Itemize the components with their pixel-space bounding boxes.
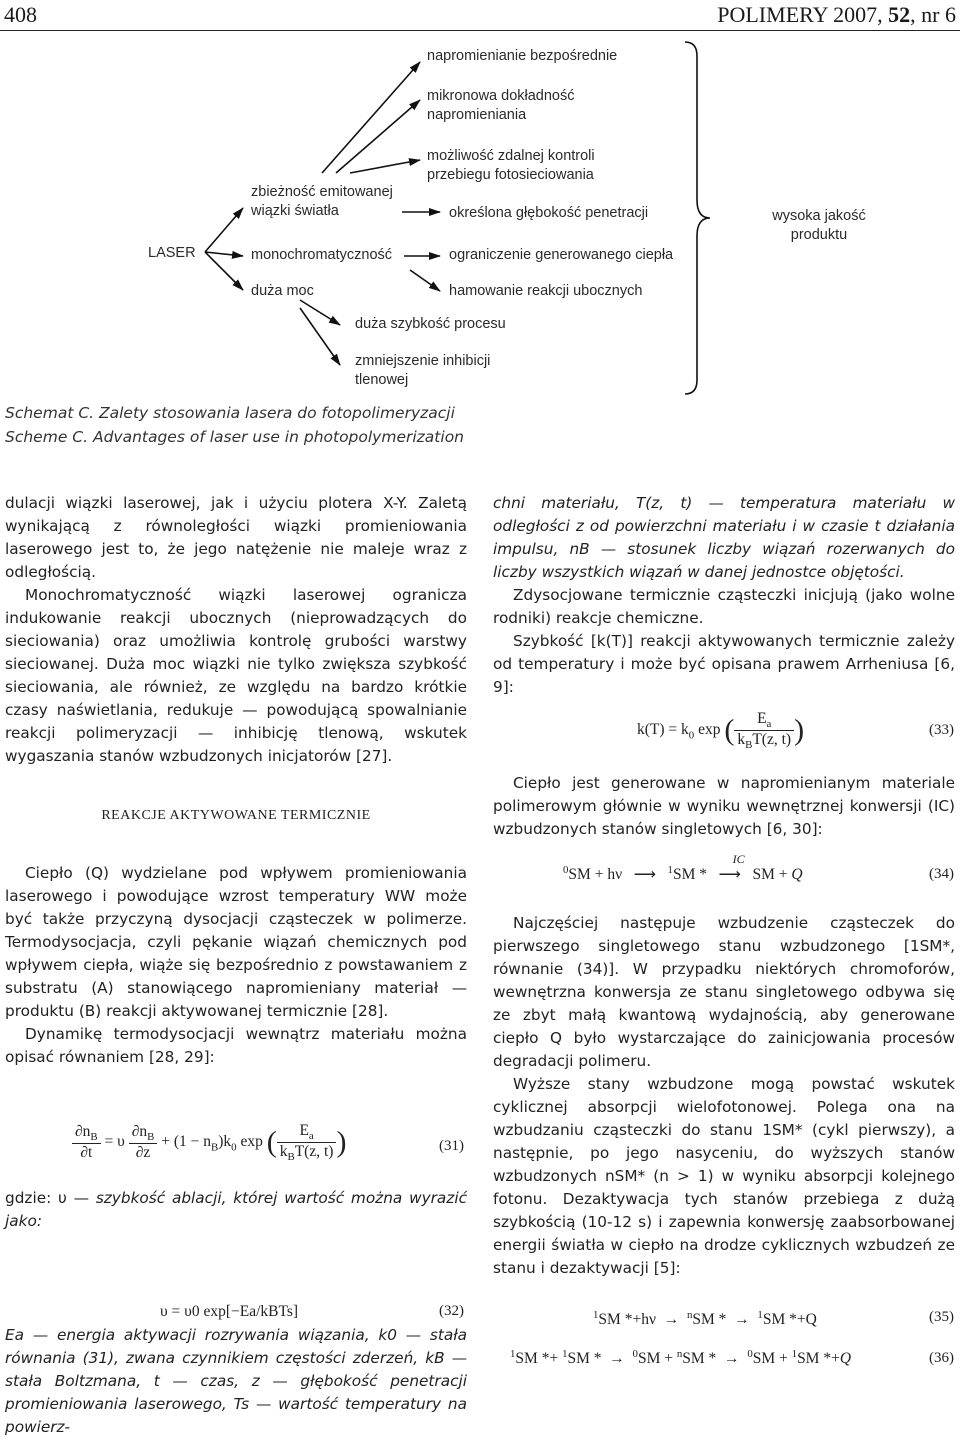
paragraph: Ciepło (Q) wydzielane pod wpływem promieniowania laserowego i powodujące wzrost temperatury WW może być także przyczyną dysocjacji cząsteczek w polimerze. Termodysocjacja, czyli pękanie wiązań chemicznych pod wpływem ciepła, wiąże się bezpośrednio z powstawaniem z substratu (A) stanowiącego napromieniany materiał — produktu (B) reakcji aktywowanej termicznie [28].: [5, 864, 467, 1020]
right-item: mikronowa dokładność: [427, 88, 575, 104]
paragraph: Ea — energia aktywacji rozrywania wiązania, k0 — stała równania (31), zwana czynnikiem częstości zderzeń, kB — stała Boltzmana, t — czas, z — głębokość penetracji promieniowania laserowego, Ts — wartość temperatury na powierz-: [5, 1326, 467, 1436]
arrow: [410, 270, 440, 291]
right-column-3: [493, 912, 955, 1280]
paragraph: Dynamikę termodysocjacji wewnątrz materiału można opisać równaniem [28, 29]:: [5, 1025, 467, 1066]
equation-33: $k(T) = k_0$ exp ( $\frac{E_a}{k_BT(z, t)}$ ): [637, 710, 805, 752]
paragraph: Monochromatyczność wiązki laserowej ogranicza indukowanie reakcji ubocznych (nieprowadzących do sieciowania) oraz umożliwia kontrolę grubości warstwy sieciowanej. Duża moc wiązki nie tylko zwiększa szybkość sieciowania, ale również, ze względu na bardzo krótkie czasy naświetlania, redukuje — powodującą spowalnianie reakcji polimeryzacji — inhibicję tlenową, wskutek wygaszania stanów wzbudzonych inicjatorów [27].: [5, 586, 467, 765]
arrow: [322, 62, 420, 173]
arrow: [205, 252, 243, 290]
paragraph: Zdysocjowane termicznie cząsteczki inicjują (jako wolne rodniki) reakcje chemiczne.: [493, 586, 955, 627]
arrow: [300, 300, 340, 325]
equation-32: υ = υ0 exp[−Ea/kBTs]: [160, 1303, 299, 1320]
caption-pl: Schemat C. Zalety stosowania lasera do fotopolimeryzacji: [5, 404, 455, 422]
journal-name: POLIMERY 2007,: [717, 2, 889, 27]
caption-en: Scheme C. Advantages of laser use in photopolymerization: [5, 428, 464, 446]
laser-label: LASER: [148, 245, 196, 261]
right-item: napromienianie bezpośrednie: [427, 48, 618, 64]
middle-item: tlenowej: [355, 372, 409, 388]
equation-number: (31): [439, 1138, 464, 1154]
equation-number: (32): [439, 1303, 464, 1319]
left-item: zbieżność emitowanej: [251, 184, 393, 200]
left-item: wiązki światła: [251, 203, 339, 219]
left-column: [5, 492, 467, 827]
result-line: produktu: [790, 227, 848, 243]
right-item: określona głębokość penetracji: [449, 205, 649, 221]
volume: 52: [888, 2, 911, 27]
equation-number: (35): [929, 1309, 954, 1325]
left-column-2: [5, 862, 467, 1069]
left-item: monochromatyczność: [251, 247, 393, 263]
left-item: duża moc: [251, 283, 314, 299]
middle-item: zmniejszenie inhibicji: [355, 353, 491, 369]
right-column-2: [493, 772, 955, 841]
equation-number: (36): [929, 1350, 954, 1366]
right-item: możliwość zdalnej kontroli: [427, 148, 595, 164]
equation-34: $^0$SM + hν ⟶ $^1$SM * IC ⟶ SM + Q: [563, 852, 803, 884]
right-item: ograniczenie generowanego ciepła: [449, 247, 674, 263]
equation-35: $^1$SM *+hν → $^n$SM * → $^1$SM *+Q: [593, 1309, 817, 1329]
page-number: 408: [4, 2, 37, 27]
right-item: hamowanie reakcji ubocznych: [449, 283, 643, 299]
gdzie-text: szybkość ablacji, której wartość można wyrazić jako:: [5, 1189, 467, 1230]
equation-36: $^1$SM *+ $^1$SM * → $^0$SM + $^n$SM * → $^0$SM + $^1$SM *+Q: [510, 1348, 852, 1368]
right-brace: [685, 42, 710, 394]
issue: , nr 6: [910, 2, 956, 27]
arrow: [350, 160, 420, 173]
paragraph: Wyższe stany wzbudzone mogą powstać wskutek cyklicznej absorpcji wielofotonowej. Polega ona na wzbudzaniu cząsteczki do stanu 1SM* (cykl pierwszy), a następnie, po jego nasyceniu, do wyższych stanów wzbudzonych nSM* (n > 1) w wyniku absorpcji kolejnego fotonu. Dezaktywacja tych stanów przebiega z dużą szybkością (10-12 s) i zapewnia konwersję zaabsorbowanej energii światła w ciepło na drodze cyklicznych wzbudzeń ze stanu i dezaktywacji [5]:: [493, 1075, 955, 1277]
paragraph: Szybkość [k(T)] reakcji aktywowanych termicznie zależy od temperatury i może być opisana prawem Arrheniusa [6, 9]:: [493, 632, 955, 696]
gdzie-line: [5, 1187, 467, 1233]
arrow: [205, 252, 243, 256]
right-column: [493, 492, 955, 699]
equation-number: (33): [929, 722, 954, 738]
left-column-3: [5, 1240, 467, 1439]
arrow: [205, 208, 243, 252]
result-label: [719, 207, 919, 245]
right-item: przebiegu fotosieciowania: [427, 167, 594, 183]
equation-31: $\frac{\partial n_B}{\partial t}$ = υ $\frac{\partial n_B}{\partial z}$ + $(1 - n_B)k_0$ exp ( $\frac{E_a}{k_BT(z, t)}$ ): [72, 1122, 346, 1163]
gdzie-lead: gdzie: υ —: [5, 1189, 96, 1207]
paragraph: Najczęściej następuje wzbudzenie cząsteczek do pierwszego singletowego stanu wzbudzonego [1SM*, równanie (34)]. W przypadku niektórych chromoforów, wewnętrzna konwersja ze stanu singletowego odbywa się ze zbyt małą kwantową wydajnością, aby generowane ciepło Q było wystarczające do zainicjowania procesów degradacji polimeru.: [493, 914, 955, 1070]
section-title: REAKCJE AKTYWOWANE TERMICZNIE: [101, 808, 371, 823]
result-line: wysoka jakość: [772, 208, 866, 224]
paragraph: chni materiału, T(z, t) — temperatura materiału w odległości z od powierzchni materiału i w czasie t działania impulsu, nB — stosunek liczby wiązań rozerwanych do liczby wszystkich wiązań w danej jednostce objętości.: [493, 494, 955, 581]
right-item: napromieniania: [427, 107, 527, 123]
equation-number: (34): [929, 866, 954, 882]
paragraph: dulacji wiązki laserowej, jak i użyciu plotera X-Y. Zaletą wynikającą z równoległości wiązki promieniowania laserowego jest to, że jego natężenie nie maleje wraz z odległością.: [5, 494, 467, 581]
middle-item: duża szybkość procesu: [355, 316, 506, 332]
arrow: [300, 308, 340, 365]
paragraph: Ciepło jest generowane w napromienianym materiale polimerowym głównie w wyniku wewnętrznej konwersji (IC) wzbudzonych stanów singletowych [6, 30]:: [493, 774, 955, 838]
